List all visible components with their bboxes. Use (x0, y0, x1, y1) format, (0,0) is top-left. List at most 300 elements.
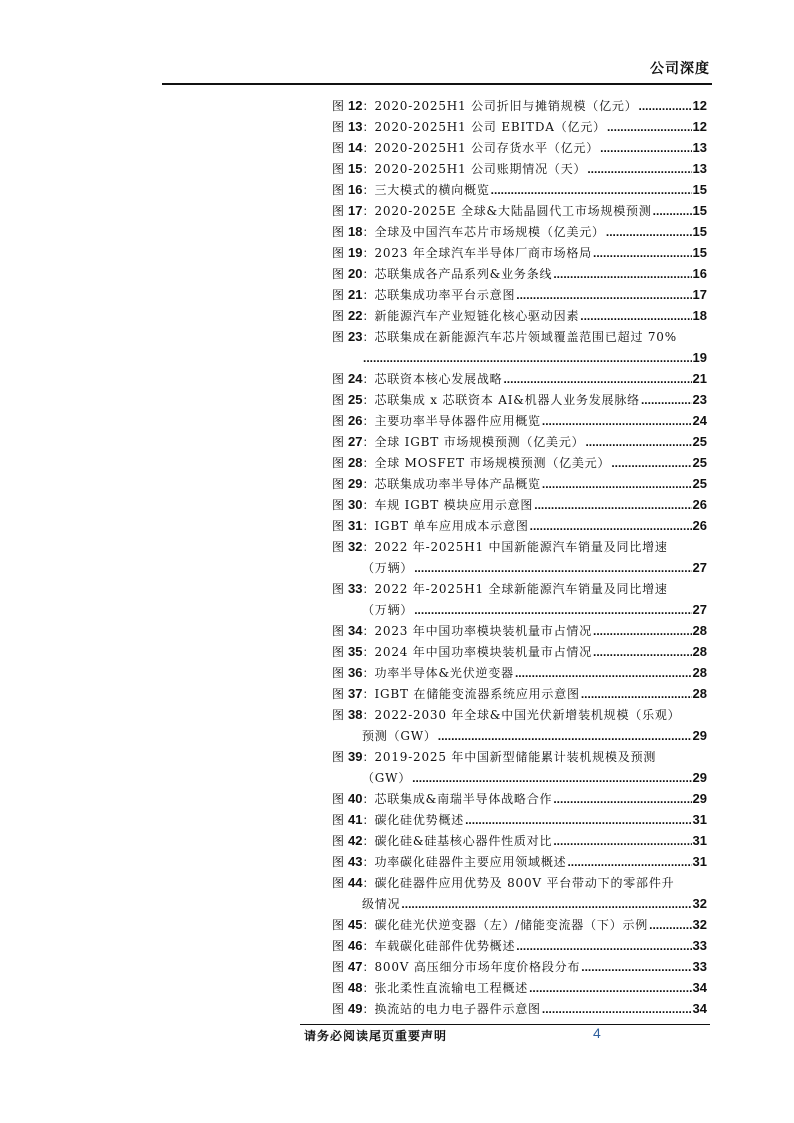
figure-number: 35 (347, 644, 363, 659)
figure-page-number[interactable]: 31 (692, 854, 707, 869)
figure-separator: ： (362, 267, 375, 281)
figure-page-number[interactable]: 19 (692, 350, 707, 365)
toc-entry-line[interactable] (332, 641, 707, 662)
figure-number: 45 (347, 917, 363, 932)
figure-number: 49 (347, 1001, 363, 1016)
figure-separator: ： (362, 687, 375, 701)
figure-prefix: 图 (332, 519, 345, 533)
dot-leader (649, 915, 691, 936)
figure-page-number[interactable]: 12 (692, 98, 707, 113)
figure-title: 2022 年-2025H1 中国新能源汽车销量及同比增速 (374, 540, 668, 554)
footer-disclaimer[interactable]: 请务必阅读尾页重要声明 (304, 1029, 448, 1043)
dot-leader (491, 180, 692, 201)
figure-page-number[interactable]: 27 (692, 560, 707, 575)
toc-entry-line[interactable] (332, 872, 707, 893)
toc-entry[interactable] (332, 284, 707, 305)
figure-page-number[interactable]: 18 (692, 308, 707, 323)
toc-entry-line[interactable] (332, 284, 707, 305)
figure-title: 芯联集成&南瑞半导体战略合作 (374, 792, 553, 806)
toc-entry-line[interactable] (332, 704, 707, 725)
toc-entry[interactable] (332, 410, 707, 431)
toc-entry-continuation[interactable] (332, 557, 707, 578)
figure-number: 47 (347, 959, 363, 974)
toc-entry[interactable] (332, 158, 707, 179)
dot-leader (401, 894, 691, 915)
figure-title: 2019-2025 年中国新型储能累计装机规模及预测 (374, 750, 657, 764)
figure-title: 2022 年-2025H1 全球新能源汽车销量及同比增速 (374, 582, 668, 596)
figure-prefix: 图 (332, 267, 345, 281)
toc-entry-continuation[interactable] (332, 893, 707, 914)
figure-title: 芯联资本核心发展战略 (374, 372, 503, 386)
dot-leader (593, 621, 692, 642)
figure-title: 芯联集成各产品系列&业务条线 (374, 267, 553, 281)
figure-separator: ： (362, 582, 375, 596)
figure-number: 24 (347, 371, 363, 386)
toc-entry-line[interactable] (332, 914, 707, 935)
dot-leader (653, 201, 692, 222)
toc-entry[interactable] (332, 536, 707, 578)
toc-entry[interactable] (332, 830, 707, 851)
figure-prefix: 图 (332, 960, 345, 974)
figure-separator: ： (362, 624, 375, 638)
dot-leader (414, 558, 691, 579)
toc-entry[interactable] (332, 641, 707, 662)
figure-title: 芯联集成功率平台示意图 (374, 288, 516, 302)
dot-leader (567, 852, 691, 873)
figure-prefix: 图 (332, 477, 345, 491)
toc-entry[interactable] (332, 788, 707, 809)
figure-page-number[interactable]: 17 (692, 287, 707, 302)
figure-separator: ： (362, 204, 375, 218)
figure-separator: ： (362, 960, 375, 974)
figure-title: 预测（GW） (362, 729, 437, 743)
figure-title: 2020-2025E 全球&大陆晶圆代工市场规模预测 (374, 204, 652, 218)
figure-prefix: 图 (332, 498, 345, 512)
figure-title: 车载碳化硅部件优势概述 (374, 939, 516, 953)
figure-prefix: 图 (332, 792, 345, 806)
figure-separator: ： (362, 792, 375, 806)
figure-number: 48 (347, 980, 363, 995)
figure-separator: ： (362, 939, 375, 953)
figure-separator: ： (362, 99, 375, 113)
figure-prefix: 图 (332, 582, 345, 596)
dot-leader (530, 516, 692, 537)
figure-page-number[interactable]: 34 (692, 980, 707, 995)
figure-prefix: 图 (332, 183, 345, 197)
figure-number: 20 (347, 266, 363, 281)
toc-entry-line[interactable] (332, 410, 707, 431)
figure-page-number[interactable]: 23 (692, 392, 707, 407)
page-number: 4 (593, 1025, 601, 1041)
header-divider (162, 83, 712, 85)
figure-number: 19 (347, 245, 363, 260)
figure-prefix: 图 (332, 246, 345, 260)
toc-entry-line[interactable] (332, 809, 707, 830)
toc-entry[interactable] (332, 809, 707, 830)
figure-page-number[interactable]: 26 (692, 497, 707, 512)
figure-title: 全球及中国汽车芯片市场规模（亿美元） (374, 225, 605, 239)
figure-number: 21 (347, 287, 363, 302)
toc-entry[interactable] (332, 389, 707, 410)
toc-entry-line[interactable] (332, 263, 707, 284)
toc-entry[interactable] (332, 515, 707, 536)
toc-entry[interactable] (332, 95, 707, 116)
toc-entry[interactable] (332, 221, 707, 242)
figure-prefix: 图 (332, 540, 345, 554)
figure-prefix: 图 (332, 288, 345, 302)
dot-leader (542, 411, 692, 432)
toc-entry[interactable] (332, 305, 707, 326)
figure-number: 33 (347, 581, 363, 596)
figure-prefix: 图 (332, 372, 345, 386)
dot-leader (593, 243, 692, 264)
figure-page-number[interactable]: 26 (692, 518, 707, 533)
figure-prefix: 图 (332, 1002, 345, 1016)
figure-page-number[interactable]: 27 (692, 602, 707, 617)
figure-prefix: 图 (332, 666, 345, 680)
toc-entry-line[interactable] (332, 452, 707, 473)
toc-entry-line[interactable] (332, 746, 707, 767)
figure-prefix: 图 (332, 141, 345, 155)
figure-prefix: 图 (332, 939, 345, 953)
figure-prefix: 图 (332, 330, 345, 344)
toc-entry-line[interactable] (332, 242, 707, 263)
figure-separator: ： (362, 288, 375, 302)
figure-title: 芯联集成在新能源汽车芯片领域覆盖范围已超过 70% (374, 330, 677, 344)
toc-entry[interactable] (332, 368, 707, 389)
toc-entry-line[interactable] (332, 788, 707, 809)
figure-title: 车规 IGBT 模块应用示意图 (374, 498, 534, 512)
figure-separator: ： (362, 162, 375, 176)
toc-entry-line[interactable] (332, 95, 707, 116)
figure-title: 2022-2030 年全球&中国光伏新增装机规模（乐观） (374, 708, 681, 722)
figure-separator: ： (362, 750, 375, 764)
figure-separator: ： (362, 414, 375, 428)
figure-separator: ： (362, 330, 375, 344)
figure-page-number[interactable]: 32 (692, 917, 707, 932)
figure-prefix: 图 (332, 162, 345, 176)
figure-title: 全球 MOSFET 市场规模预测（亿美元） (374, 456, 611, 470)
figure-page-number[interactable]: 15 (692, 224, 707, 239)
toc-entry[interactable] (332, 494, 707, 515)
figure-number: 17 (347, 203, 363, 218)
figure-page-number[interactable]: 12 (692, 119, 707, 134)
toc-entry-line[interactable] (332, 158, 707, 179)
figure-separator: ： (362, 834, 375, 848)
toc-entry[interactable] (332, 935, 707, 956)
toc-entry-line[interactable] (332, 830, 707, 851)
toc-entry-continuation[interactable] (332, 767, 707, 788)
figure-page-number[interactable]: 29 (692, 770, 707, 785)
figure-separator: ： (362, 519, 375, 533)
figure-separator: ： (362, 813, 375, 827)
figure-title: IGBT 单车应用成本示意图 (374, 519, 529, 533)
dot-leader (581, 957, 691, 978)
figure-separator: ： (362, 183, 375, 197)
toc-entry-line[interactable] (332, 389, 707, 410)
figure-prefix: 图 (332, 624, 345, 638)
figure-title: IGBT 在储能变流器系统应用示意图 (374, 687, 580, 701)
figure-prefix: 图 (332, 120, 345, 134)
figure-separator: ： (362, 309, 375, 323)
figure-title: 主要功率半导体器件应用概览 (374, 414, 541, 428)
toc-entry[interactable] (332, 578, 707, 620)
dot-leader (515, 663, 692, 684)
figure-prefix: 图 (332, 645, 345, 659)
figure-number: 39 (347, 749, 363, 764)
figure-number: 12 (347, 98, 363, 113)
figure-prefix: 图 (332, 708, 345, 722)
figure-separator: ： (362, 141, 375, 155)
toc-entry-line[interactable] (332, 494, 707, 515)
figure-number: 40 (347, 791, 363, 806)
figure-number: 41 (347, 812, 363, 827)
figure-separator: ： (362, 372, 375, 386)
figure-title: 碳化硅光伏逆变器（左）/储能变流器（下）示例 (374, 918, 649, 932)
toc-entry[interactable] (332, 956, 707, 977)
toc-entry[interactable] (332, 200, 707, 221)
figure-prefix: 图 (332, 309, 345, 323)
figure-prefix: 图 (332, 876, 345, 890)
figure-separator: ： (362, 456, 375, 470)
figure-prefix: 图 (332, 204, 345, 218)
figure-separator: ： (362, 498, 375, 512)
dot-leader (587, 159, 691, 180)
dot-leader (553, 789, 691, 810)
figure-page-number[interactable]: 15 (692, 245, 707, 260)
figure-number: 27 (347, 434, 363, 449)
figure-page-number[interactable]: 21 (692, 371, 707, 386)
figure-separator: ： (362, 708, 375, 722)
dot-leader (639, 96, 692, 117)
figure-title: 2020-2025H1 公司账期情况（天） (374, 162, 587, 176)
toc-entry[interactable] (332, 977, 707, 998)
toc-entry[interactable] (332, 473, 707, 494)
figure-page-number[interactable]: 25 (692, 476, 707, 491)
toc-entry-line[interactable] (332, 137, 707, 158)
figure-page-number[interactable]: 13 (692, 140, 707, 155)
toc-entry-line[interactable] (332, 368, 707, 389)
toc-entry[interactable] (332, 872, 707, 914)
toc-entry[interactable] (332, 662, 707, 683)
toc-entry-line[interactable] (332, 851, 707, 872)
figure-separator: ： (362, 666, 375, 680)
figure-number: 16 (347, 182, 363, 197)
dot-leader (542, 474, 692, 495)
dot-leader (611, 453, 691, 474)
dot-leader (593, 642, 692, 663)
toc-entry-line[interactable] (332, 620, 707, 641)
toc-entry-line[interactable] (332, 473, 707, 494)
dot-leader (534, 495, 691, 516)
figure-separator: ： (362, 435, 375, 449)
figure-number: 26 (347, 413, 363, 428)
figure-prefix: 图 (332, 918, 345, 932)
figure-prefix: 图 (332, 414, 345, 428)
toc-entry[interactable] (332, 326, 707, 368)
toc-entry-line[interactable] (332, 578, 707, 599)
figure-title: （GW） (362, 771, 412, 785)
figure-table-of-contents (332, 95, 707, 1019)
dot-leader (465, 810, 691, 831)
figure-page-number[interactable]: 15 (692, 203, 707, 218)
toc-entry-line[interactable] (332, 431, 707, 452)
dot-leader (553, 831, 691, 852)
figure-separator: ： (362, 1002, 375, 1016)
figure-title: 芯联集成 x 芯联资本 AI&机器人业务发展脉络 (374, 393, 640, 407)
toc-entry-continuation[interactable] (332, 347, 707, 368)
toc-entry-line[interactable] (332, 515, 707, 536)
toc-entry[interactable] (332, 263, 707, 284)
dot-leader (607, 117, 692, 138)
toc-entry-line[interactable] (332, 179, 707, 200)
figure-prefix: 图 (332, 393, 345, 407)
toc-entry-line[interactable] (332, 956, 707, 977)
toc-entry-line[interactable] (332, 998, 707, 1019)
figure-number: 28 (347, 455, 363, 470)
dot-leader (581, 684, 692, 705)
figure-prefix: 图 (332, 981, 345, 995)
toc-entry-line[interactable] (332, 977, 707, 998)
toc-entry[interactable] (332, 137, 707, 158)
dot-leader (363, 348, 692, 369)
figure-title: （万辆） (362, 561, 414, 575)
footer-divider (300, 1024, 710, 1025)
toc-entry-line[interactable] (332, 662, 707, 683)
figure-number: 18 (347, 224, 363, 239)
figure-prefix: 图 (332, 99, 345, 113)
figure-page-number[interactable]: 28 (692, 644, 707, 659)
figure-separator: ： (362, 855, 375, 869)
figure-page-number[interactable]: 31 (692, 833, 707, 848)
figure-separator: ： (362, 540, 375, 554)
figure-title: 张北柔性直流输电工程概述 (374, 981, 529, 995)
dot-leader (438, 726, 692, 747)
figure-separator: ： (362, 981, 375, 995)
figure-title: 碳化硅器件应用优势及 800V 平台带动下的零部件升 (374, 876, 675, 890)
dot-leader (529, 978, 691, 999)
toc-entry-line[interactable] (332, 536, 707, 557)
figure-title: 级情况 (362, 897, 401, 911)
figure-page-number[interactable]: 13 (692, 161, 707, 176)
figure-page-number[interactable]: 24 (692, 413, 707, 428)
toc-entry[interactable] (332, 704, 707, 746)
dot-leader (516, 936, 691, 957)
figure-page-number[interactable]: 29 (692, 791, 707, 806)
figure-page-number[interactable]: 28 (692, 623, 707, 638)
figure-title: 2020-2025H1 公司折旧与摊销规模（亿元） (374, 99, 638, 113)
figure-title: 2020-2025H1 公司 EBITDA（亿元） (374, 120, 606, 134)
figure-separator: ： (362, 477, 375, 491)
figure-title: 2024 年中国功率模块装机量市占情况 (374, 645, 593, 659)
figure-prefix: 图 (332, 834, 345, 848)
figure-title: 2023 年中国功率模块装机量市占情况 (374, 624, 593, 638)
figure-title: 全球 IGBT 市场规模预测（亿美元） (374, 435, 585, 449)
figure-number: 30 (347, 497, 363, 512)
figure-prefix: 图 (332, 855, 345, 869)
figure-number: 44 (347, 875, 363, 890)
toc-entry[interactable] (332, 242, 707, 263)
dot-leader (516, 285, 691, 306)
toc-entry[interactable] (332, 746, 707, 788)
figure-separator: ： (362, 120, 375, 134)
toc-entry[interactable] (332, 914, 707, 935)
figure-title: 2020-2025H1 公司存货水平（亿元） (374, 141, 600, 155)
figure-page-number[interactable]: 34 (692, 1001, 707, 1016)
figure-page-number[interactable]: 16 (692, 266, 707, 281)
figure-page-number[interactable]: 25 (692, 434, 707, 449)
figure-number: 32 (347, 539, 363, 554)
figure-number: 42 (347, 833, 363, 848)
dot-leader (412, 768, 691, 789)
figure-title: 800V 高压细分市场年度价格段分布 (374, 960, 581, 974)
figure-number: 25 (347, 392, 363, 407)
toc-entry[interactable] (332, 998, 707, 1019)
figure-page-number[interactable]: 15 (692, 182, 707, 197)
figure-number: 23 (347, 329, 363, 344)
figure-separator: ： (362, 246, 375, 260)
toc-entry[interactable] (332, 179, 707, 200)
toc-entry-line[interactable] (332, 326, 707, 347)
figure-title: 功率半导体&光伏逆变器 (374, 666, 514, 680)
toc-entry-continuation[interactable] (332, 599, 707, 620)
figure-title: 新能源汽车产业短链化核心驱动因素 (374, 309, 580, 323)
toc-entry[interactable] (332, 620, 707, 641)
figure-page-number[interactable]: 32 (692, 896, 707, 911)
figure-title: 功率碳化硅器件主要应用领域概述 (374, 855, 567, 869)
dot-leader (641, 390, 692, 411)
toc-entry[interactable] (332, 452, 707, 473)
toc-entry-continuation[interactable] (332, 725, 707, 746)
figure-separator: ： (362, 918, 375, 932)
toc-entry-line[interactable] (332, 935, 707, 956)
toc-entry[interactable] (332, 683, 707, 704)
dot-leader (585, 432, 691, 453)
figure-page-number[interactable]: 33 (692, 959, 707, 974)
figure-page-number[interactable]: 25 (692, 455, 707, 470)
figure-number: 29 (347, 476, 363, 491)
figure-prefix: 图 (332, 813, 345, 827)
figure-number: 37 (347, 686, 363, 701)
toc-entry[interactable] (332, 116, 707, 137)
figure-page-number[interactable]: 33 (692, 938, 707, 953)
figure-page-number[interactable]: 29 (692, 728, 707, 743)
figure-prefix: 图 (332, 435, 345, 449)
toc-entry-line[interactable] (332, 305, 707, 326)
figure-separator: ： (362, 876, 375, 890)
toc-entry-line[interactable] (332, 221, 707, 242)
figure-page-number[interactable]: 31 (692, 812, 707, 827)
dot-leader (580, 306, 691, 327)
toc-entry[interactable] (332, 431, 707, 452)
figure-title: 2023 年全球汽车半导体厂商市场格局 (374, 246, 593, 260)
figure-title: 芯联集成功率半导体产品概览 (374, 477, 541, 491)
figure-title: 碳化硅优势概述 (374, 813, 465, 827)
section-title: 公司深度 (650, 61, 710, 77)
figure-page-number[interactable]: 28 (692, 686, 707, 701)
dot-leader (553, 264, 691, 285)
toc-entry-line[interactable] (332, 200, 707, 221)
toc-entry[interactable] (332, 851, 707, 872)
figure-number: 34 (347, 623, 363, 638)
figure-title: 三大模式的横向概览 (374, 183, 490, 197)
figure-page-number[interactable]: 28 (692, 665, 707, 680)
dot-leader (414, 600, 691, 621)
figure-title: （万辆） (362, 603, 414, 617)
toc-entry-line[interactable] (332, 116, 707, 137)
toc-entry-line[interactable] (332, 683, 707, 704)
figure-separator: ： (362, 225, 375, 239)
